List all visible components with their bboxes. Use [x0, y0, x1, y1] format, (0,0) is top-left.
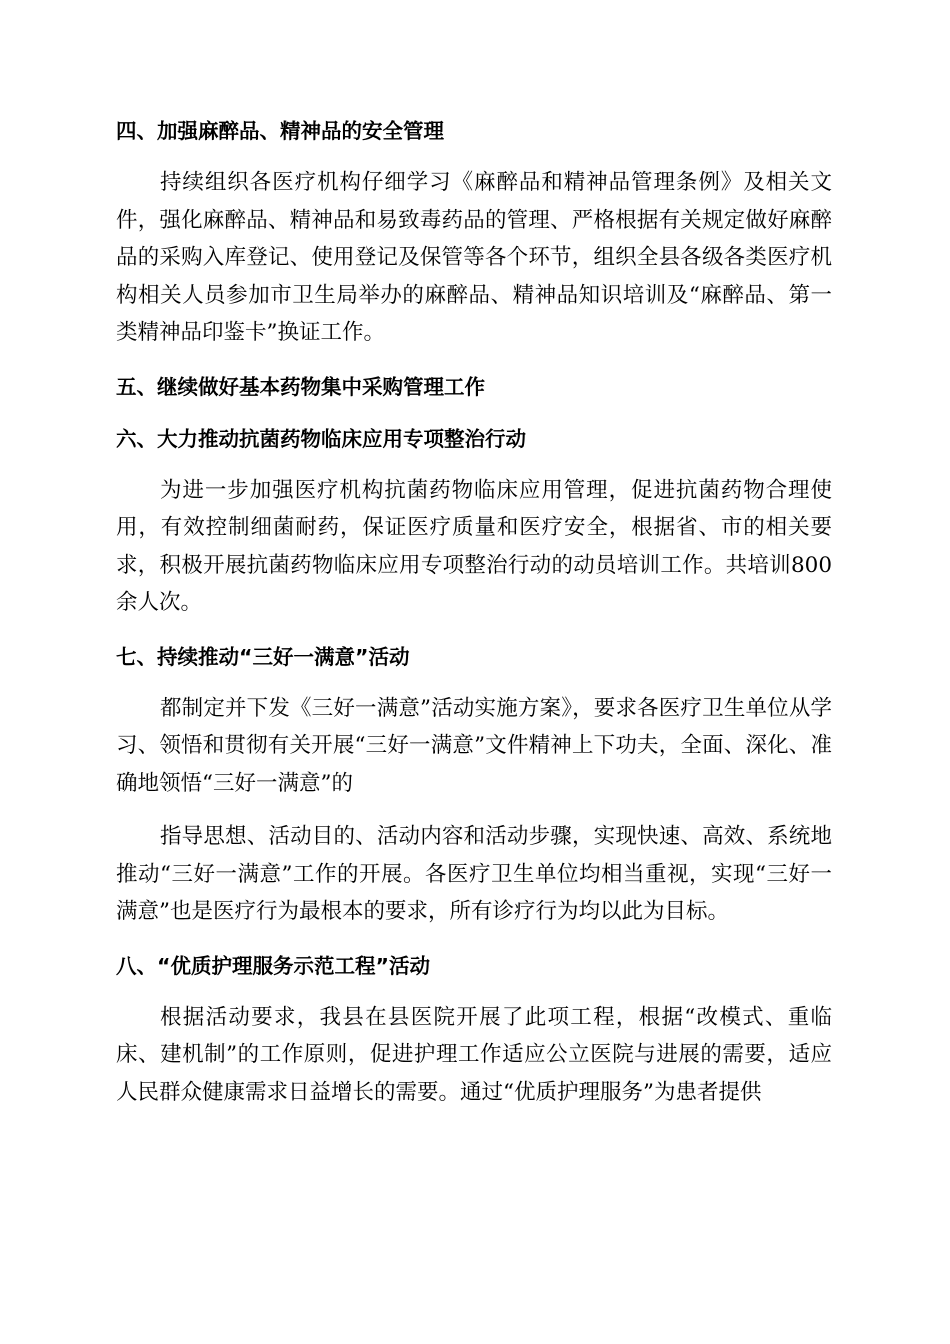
section-4-paragraph-1: 持续组织各医疗机构仔细学习《麻醉品和精神品管理条例》及相关文件，强化麻醉品、精神品和易致毒药品的管理、严格根据有关规定做好麻醉品的采购入库登记、使用登记及保管等各个环节，组织全县各级各类医疗机构相关人员参加市卫生局举办的麻醉品、精神品知识培训及“麻醉品、第一类精神品印鉴卡”换证工作。 — [116, 170, 832, 345]
section-heading-5: 五、继续做好基本药物集中采购管理工作 — [116, 374, 485, 399]
section-heading-6: 六、大力推动抗菌药物临床应用专项整治行动 — [116, 426, 526, 451]
section-7-paragraph-1: 都制定并下发《三好一满意”活动实施方案》，要求各医疗卫生单位从学习、领悟和贯彻有关开展“三好一满意”文件精神上下功夫，全面、深化、准确地领悟“三好一满意”的 — [116, 695, 832, 796]
section-heading-4: 四、加强麻醉品、精神品的安全管理 — [116, 119, 444, 143]
section-heading-8: 八、“优质护理服务示范工程”活动 — [116, 953, 430, 978]
section-6-paragraph-1: 为进一步加强医疗机构抗菌药物临床应用管理，促进抗菌药物合理使用，有效控制细菌耐药，保证医疗质量和医疗安全，根据省、市的相关要求，积极开展抗菌药物临床应用专项整治行动的动员培训工作。共培训800余人次。 — [116, 477, 832, 615]
section-8-paragraph-1: 根据活动要求，我县在县医院开展了此项工程，根据“改模式、重临床、建机制”的工作原则，促进护理工作适应公立医院与进展的需要，适应人民群众健康需求日益增长的需要。通过“优质护理服务”为患者提供 — [116, 1004, 832, 1105]
section-heading-7: 七、持续推动“三好一满意”活动 — [116, 644, 410, 669]
document-body — [116, 112, 832, 1111]
section-7-paragraph-2: 指导思想、活动目的、活动内容和活动步骤，实现快速、高效、系统地推动“三好一满意”工作的开展。各医疗卫生单位均相当重视，实现“三好一满意”也是医疗行为最根本的要求，所有诊疗行为均以此为目标。 — [116, 824, 832, 924]
